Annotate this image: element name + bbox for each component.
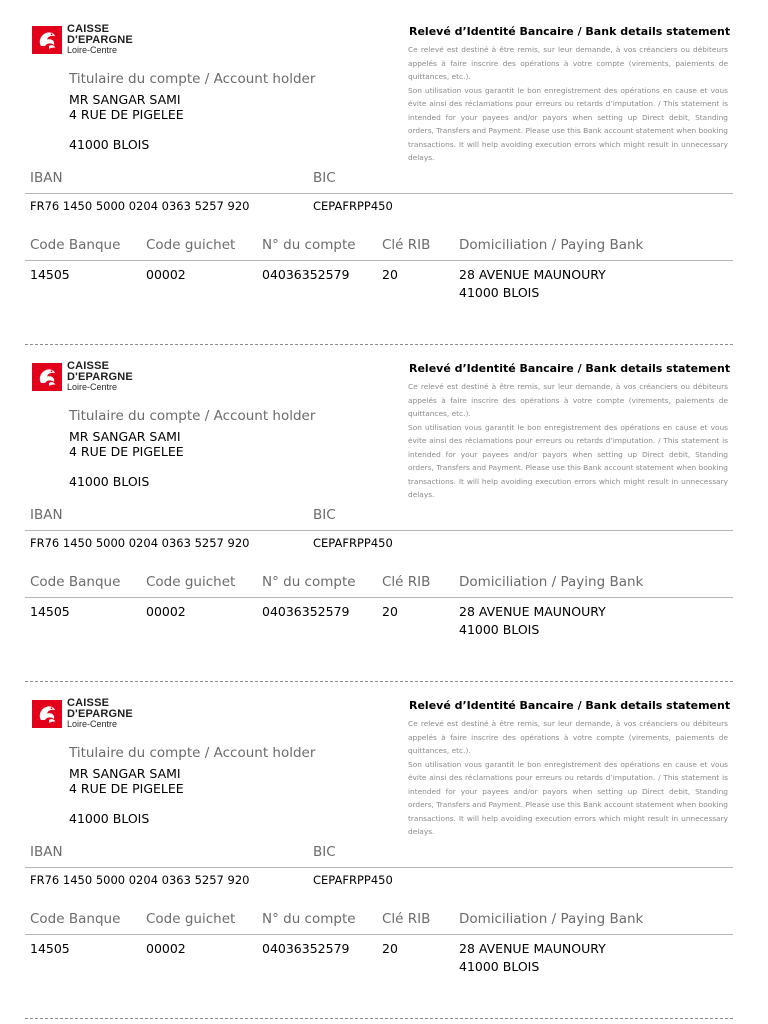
domiciliation-address-line2: 41000 BLOIS [459, 959, 540, 974]
statement-title: Relevé d’Identité Bancaire / Bank details statement [409, 362, 731, 375]
statement-title: Relevé d’Identité Bancaire / Bank details statement [409, 25, 731, 38]
bic-label: BIC [313, 507, 336, 523]
domiciliation-address-line1: 28 AVENUE MAUNOURY [459, 941, 606, 956]
description-paragraph-fr: Ce relevé est destiné à être remis, sur leur demande, à vos créanciers ou débiteurs appelés à faire inscrire des opérations à votre compte (virements, paiements de quittances, etc.). [408, 382, 728, 418]
code-guichet-header: Code guichet [146, 237, 236, 253]
bank-logo [32, 24, 172, 56]
iban-value: FR76 1450 5000 0204 0363 5257 920 [30, 873, 250, 887]
description-paragraph-fr: Ce relevé est destiné à être remis, sur leur demande, à vos créanciers ou débiteurs appelés à faire inscrire des opérations à votre compte (virements, paiements de quittances, etc.). [408, 719, 728, 755]
account-holder-label: Titulaire du compte / Account holder [69, 71, 316, 87]
iban-label: IBAN [30, 170, 63, 186]
bank-region: Loire-Centre [67, 719, 118, 729]
account-holder-street: 4 RUE DE PIGELEE [69, 781, 184, 796]
squirrel-logo-icon [32, 363, 62, 391]
domiciliation-address-line1: 28 AVENUE MAUNOURY [459, 267, 606, 282]
account-number-value: 04036352579 [262, 604, 350, 619]
code-banque-value: 14505 [30, 267, 70, 282]
code-banque-header: Code Banque [30, 237, 121, 253]
cle-rib-header: Clé RIB [382, 574, 431, 590]
domiciliation-header: Domiciliation / Paying Bank [459, 237, 644, 253]
description-paragraph-fr: Ce relevé est destiné à être remis, sur leur demande, à vos créanciers ou débiteurs appelés à faire inscrire des opérations à votre compte (virements, paiements de quittances, etc.). [408, 45, 728, 81]
bank-region: Loire-Centre [67, 45, 118, 55]
bank-name: CAISSE D'EPARGNE [67, 360, 133, 383]
divider [25, 867, 733, 868]
code-guichet-value: 00002 [146, 941, 186, 956]
description-paragraph-en: Son utilisation vous garantit le bon enregistrement des opérations en cause et vous évite ainsi des réclamations pour erreurs ou retards d’imputation. / This statement is intended for your payees and/or payors when setting up Direct debit, Standing orders, Transfers and Payment. Please use this Bank account statement when booking transactions. It will help avoiding execution errors which might result in unnecessary delays. [408, 422, 728, 499]
bank-logo [32, 361, 172, 393]
bic-label: BIC [313, 844, 336, 860]
account-holder-label: Titulaire du compte / Account holder [69, 408, 316, 424]
code-banque-value: 14505 [30, 941, 70, 956]
bic-value: CEPAFRPP450 [313, 199, 393, 213]
code-guichet-value: 00002 [146, 604, 186, 619]
code-banque-header: Code Banque [30, 911, 121, 927]
iban-value: FR76 1450 5000 0204 0363 5257 920 [30, 199, 250, 213]
account-holder-name: MR SANGAR SAMI [69, 92, 181, 107]
bic-label: BIC [313, 170, 336, 186]
account-number-value: 04036352579 [262, 267, 350, 282]
statement-description [408, 717, 728, 839]
bic-value: CEPAFRPP450 [313, 536, 393, 550]
account-number-value: 04036352579 [262, 941, 350, 956]
domiciliation-address-line2: 41000 BLOIS [459, 622, 540, 637]
description-paragraph-en: Son utilisation vous garantit le bon enregistrement des opérations en cause et vous évite ainsi des réclamations pour erreurs ou retards d’imputation. / This statement is intended for your payees and/or payors when setting up Direct debit, Standing orders, Transfers and Payment. Please use this Bank account statement when booking transactions. It will help avoiding execution errors which might result in unnecessary delays. [408, 759, 728, 836]
account-holder-city: 41000 BLOIS [69, 137, 150, 152]
bank-region: Loire-Centre [67, 382, 118, 392]
divider [25, 530, 733, 531]
account-holder-name: MR SANGAR SAMI [69, 766, 181, 781]
cle-rib-header: Clé RIB [382, 911, 431, 927]
account-number-header: N° du compte [262, 574, 356, 590]
rib-copy-3 [0, 674, 768, 1011]
code-guichet-value: 00002 [146, 267, 186, 282]
domiciliation-address-line1: 28 AVENUE MAUNOURY [459, 604, 606, 619]
bic-value: CEPAFRPP450 [313, 873, 393, 887]
bank-name: CAISSE D'EPARGNE [67, 697, 133, 720]
divider [25, 934, 733, 935]
divider [25, 193, 733, 194]
account-number-header: N° du compte [262, 237, 356, 253]
statement-description [408, 380, 728, 502]
cle-rib-value: 20 [382, 941, 398, 956]
cle-rib-value: 20 [382, 604, 398, 619]
domiciliation-address-line2: 41000 BLOIS [459, 285, 540, 300]
iban-label: IBAN [30, 844, 63, 860]
account-holder-city: 41000 BLOIS [69, 811, 150, 826]
code-banque-value: 14505 [30, 604, 70, 619]
bank-name: CAISSE D'EPARGNE [67, 23, 133, 46]
statement-description [408, 43, 728, 165]
domiciliation-header: Domiciliation / Paying Bank [459, 574, 644, 590]
description-paragraph-en: Son utilisation vous garantit le bon enregistrement des opérations en cause et vous évite ainsi des réclamations pour erreurs ou retards d’imputation. / This statement is intended for your payees and/or payors when setting up Direct debit, Standing orders, Transfers and Payment. Please use this Bank account statement when booking transactions. It will help avoiding execution errors which might result in unnecessary delays. [408, 85, 728, 162]
statement-title: Relevé d’Identité Bancaire / Bank details statement [409, 699, 731, 712]
cut-line [25, 1018, 733, 1019]
domiciliation-header: Domiciliation / Paying Bank [459, 911, 644, 927]
squirrel-logo-icon [32, 26, 62, 54]
squirrel-logo-icon [32, 700, 62, 728]
cle-rib-header: Clé RIB [382, 237, 431, 253]
account-holder-street: 4 RUE DE PIGELEE [69, 444, 184, 459]
code-guichet-header: Code guichet [146, 911, 236, 927]
code-banque-header: Code Banque [30, 574, 121, 590]
divider [25, 260, 733, 261]
bank-logo [32, 698, 172, 730]
rib-copy-2 [0, 337, 768, 674]
iban-value: FR76 1450 5000 0204 0363 5257 920 [30, 536, 250, 550]
account-holder-name: MR SANGAR SAMI [69, 429, 181, 444]
iban-label: IBAN [30, 507, 63, 523]
code-guichet-header: Code guichet [146, 574, 236, 590]
account-holder-label: Titulaire du compte / Account holder [69, 745, 316, 761]
account-number-header: N° du compte [262, 911, 356, 927]
rib-copy-1 [0, 0, 768, 337]
cle-rib-value: 20 [382, 267, 398, 282]
divider [25, 597, 733, 598]
account-holder-street: 4 RUE DE PIGELEE [69, 107, 184, 122]
account-holder-city: 41000 BLOIS [69, 474, 150, 489]
